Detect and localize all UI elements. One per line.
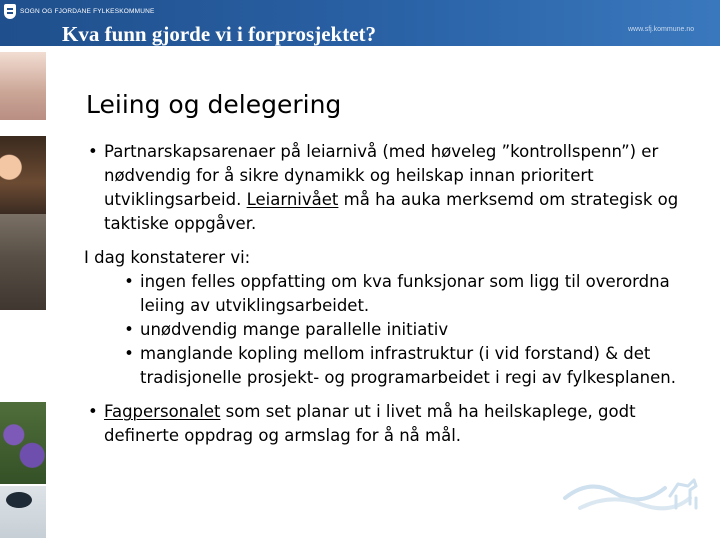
bullet-staff <box>80 400 690 448</box>
coat-of-arms-icon <box>4 4 16 19</box>
header-bar <box>0 0 720 46</box>
web-address: www.sfj.kommune.no <box>628 26 695 33</box>
intro-text: I dag konstaterer vi: <box>84 248 251 267</box>
underlined-term: Leiarnivået <box>246 190 339 209</box>
bullet-text: Partnarskapsarenaer på leiarnivå (med høveleg ”kontrollspenn”) er nødvendig for å sikre dynamikk og heilskap innan prioritert utviklingsarbeid. <box>104 142 659 209</box>
sub-item-text: manglande kopling mellom infrastruktur (i vid forstand) & det tradisjonelle prosjekt- og programarbeidet i regi av fylkesplanen. <box>140 344 676 387</box>
logo <box>4 2 194 20</box>
photo-flowers <box>0 402 46 484</box>
slide-body <box>80 140 690 448</box>
photo-carving <box>0 214 46 310</box>
bullet-marker: • <box>88 142 98 161</box>
sub-bullet-marker: • <box>124 344 134 363</box>
sub-bullet-marker: • <box>124 320 134 339</box>
photo-sculpture <box>0 486 46 538</box>
underlined-term: Fagpersonalet <box>104 402 221 421</box>
logo-text: SOGN OG FJORDANE FYLKESKOMMUNE <box>20 7 155 15</box>
bullet-marker: • <box>88 402 98 421</box>
sub-item-text: unødvendig mange parallelle initiativ <box>140 320 449 339</box>
bullet-leadership <box>80 140 690 236</box>
sub-item <box>80 342 690 390</box>
side-photo-strip <box>0 46 46 540</box>
sub-item-text: ingen felles oppfatting om kva funksjonar som ligg til overordna leiing av utviklingsarbeidet. <box>140 272 670 315</box>
bullet-text-end: må ha auka merksemd om strategisk og taktiske oppgåver. <box>104 190 679 233</box>
sub-bullet-marker: • <box>124 272 134 291</box>
bullet-text-end: som set planar ut i livet må ha heilskaplege, godt definerte oppdrag og armslag for å nå mål. <box>104 402 636 445</box>
photo-landscape <box>0 52 46 120</box>
sub-item <box>80 270 690 318</box>
horse-watermark-icon <box>560 468 720 518</box>
section-heading: Leiing og delegering <box>86 90 342 119</box>
slide-title: Kva funn gjorde vi i forprosjektet? <box>62 22 377 46</box>
photo-fiddler <box>0 136 46 214</box>
sub-item <box>80 318 690 342</box>
